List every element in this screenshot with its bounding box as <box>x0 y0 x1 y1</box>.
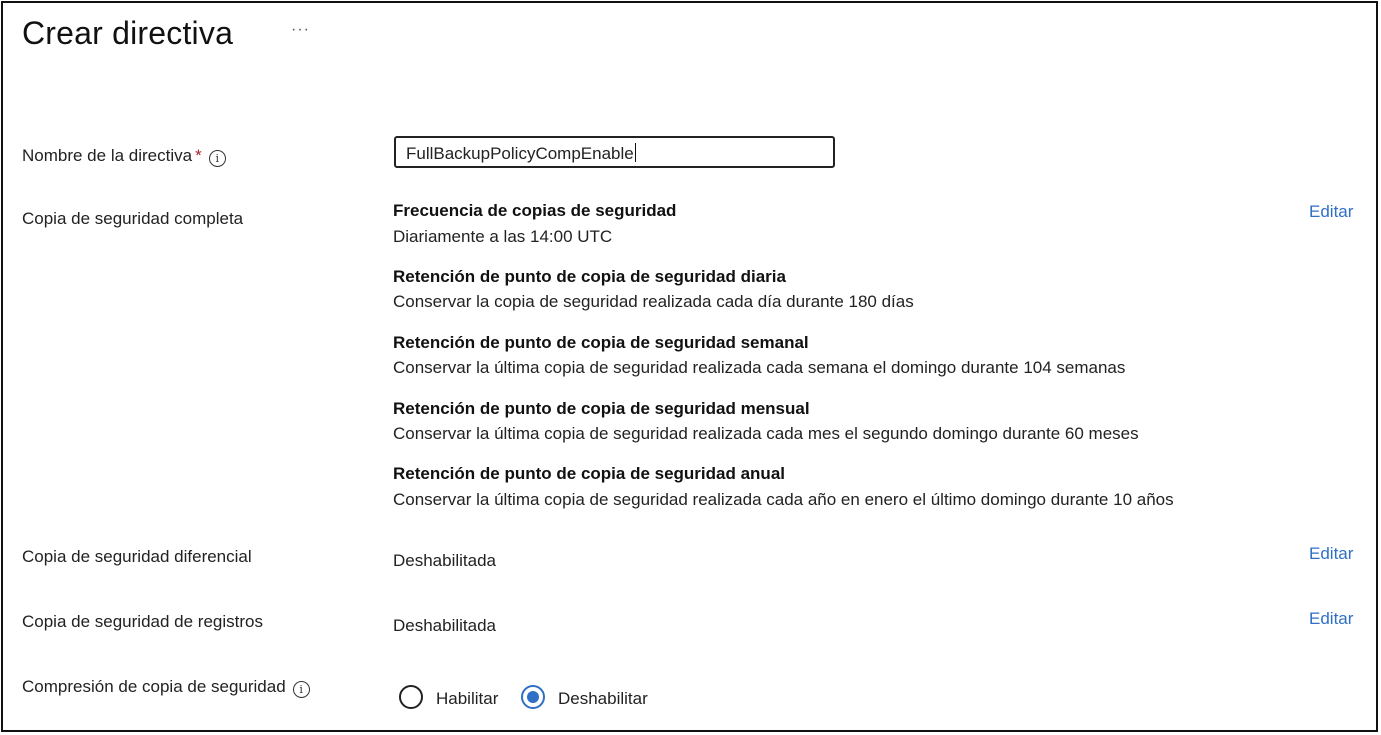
yearly-retention-desc: Conservar la última copia de seguridad realizada cada año en enero el último domingo durante 10 años <box>393 490 1174 509</box>
daily-retention-desc: Conservar la copia de seguridad realizada cada día durante 180 días <box>393 292 914 311</box>
monthly-retention-desc: Conservar la última copia de seguridad realizada cada mes el segundo domingo durante 60 meses <box>393 424 1139 443</box>
backup-frequency-title: Frecuencia de copias de seguridad <box>393 201 677 220</box>
radio-enable-label[interactable]: Habilitar <box>436 689 499 708</box>
more-options-icon[interactable]: ··· <box>291 21 310 38</box>
daily-retention-title: Retención de punto de copia de seguridad diaria <box>393 267 786 286</box>
log-backup-label: Copia de seguridad de registros <box>22 612 263 631</box>
radio-enable[interactable] <box>399 685 423 709</box>
compression-label <box>22 677 310 698</box>
differential-backup-label: Copia de seguridad diferencial <box>22 547 252 566</box>
policy-name-label-text: Nombre de la directiva <box>22 146 193 165</box>
compression-label-text: Compresión de copia de seguridad <box>22 677 286 696</box>
full-backup-label: Copia de seguridad completa <box>22 209 244 228</box>
weekly-retention-desc: Conservar la última copia de seguridad realizada cada semana el domingo durante 104 semanas <box>393 358 1126 377</box>
page-title: Crear directiva <box>22 15 234 51</box>
differential-backup-edit-link[interactable]: Editar <box>1309 544 1354 563</box>
create-policy-panel <box>1 1 1378 732</box>
log-backup-status: Deshabilitada <box>393 616 497 635</box>
log-backup-edit-link[interactable]: Editar <box>1309 609 1354 628</box>
info-icon[interactable]: i <box>209 150 226 167</box>
radio-disable-label[interactable]: Deshabilitar <box>558 689 648 708</box>
required-marker: * <box>195 146 202 165</box>
yearly-retention-title: Retención de punto de copia de seguridad anual <box>393 464 785 483</box>
policy-name-value: FullBackupPolicyCompEnable <box>406 144 634 163</box>
differential-backup-status: Deshabilitada <box>393 551 497 570</box>
backup-frequency-desc: Diariamente a las 14:00 UTC <box>393 227 613 246</box>
full-backup-edit-link[interactable]: Editar <box>1309 202 1354 221</box>
monthly-retention-title: Retención de punto de copia de seguridad mensual <box>393 399 810 418</box>
weekly-retention-title: Retención de punto de copia de seguridad semanal <box>393 333 809 352</box>
text-caret <box>635 143 636 162</box>
radio-disable[interactable] <box>521 685 545 709</box>
policy-name-input[interactable] <box>394 136 835 168</box>
policy-name-label <box>22 146 226 167</box>
info-icon[interactable]: i <box>293 681 310 698</box>
